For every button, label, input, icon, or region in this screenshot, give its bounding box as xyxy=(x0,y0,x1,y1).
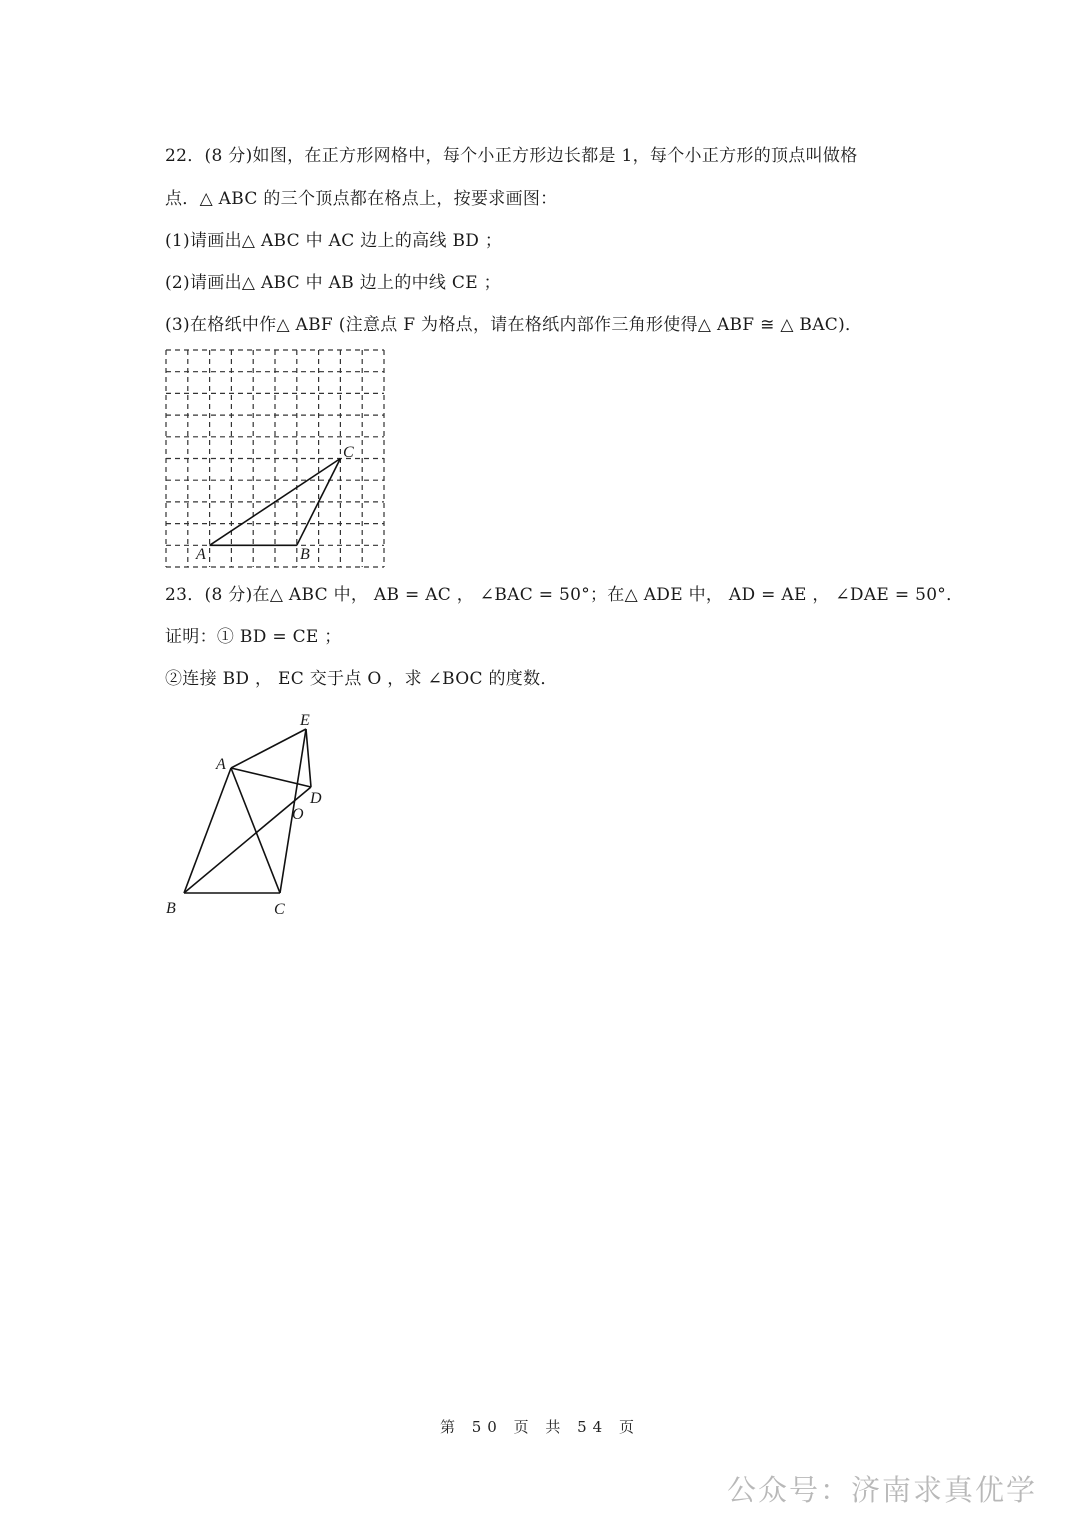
q22-part-1: (1)请画出△ ABC 中 AC 边上的高线 BD ； xyxy=(165,231,503,251)
point-a-label: A xyxy=(196,546,206,563)
point-c-label: C xyxy=(343,444,354,461)
q22-part-2: (2)请画出△ ABC 中 AB 边上的中线 CE ； xyxy=(165,273,501,293)
point-b-label: B xyxy=(166,900,176,917)
point-c-label: C xyxy=(274,901,285,918)
q23-geometry-figure xyxy=(160,700,340,925)
q22-part-3: (3)在格纸中作△ ABF (注意点 F 为格点，请在格纸内部作三角形使得△ ABF ≅ △ BAC)． xyxy=(165,315,863,335)
page-number-footer: 第 50 页 共 54 页 xyxy=(439,1418,640,1436)
q22-stem-line-2: 点．△ ABC 的三个顶点都在格点上，按要求画图： xyxy=(165,189,558,209)
q23-stem: 23．(8 分)在△ ABC 中， AB = AC ， ∠BAC = 50°；在△ ADE 中， AD = AE ， ∠DAE = 50°． xyxy=(165,585,964,605)
point-d-label: D xyxy=(310,790,322,807)
point-b-label: B xyxy=(300,546,310,563)
q22-grid-figure xyxy=(160,345,395,577)
point-o-label: O xyxy=(292,806,304,823)
point-e-label: E xyxy=(300,712,310,729)
q23-part-2: ②连接 BD ， EC 交于点 O ，求 ∠BOC 的度数． xyxy=(165,669,558,689)
q22-stem-line-1: 22．(8 分)如图，在正方形网格中，每个小正方形边长都是 1，每个小正方形的顶点叫做格 xyxy=(165,146,858,166)
point-a-label: A xyxy=(216,756,226,773)
q23-part-1: 证明：① BD = CE ； xyxy=(165,627,342,647)
watermark: 公众号：济南求真优学 xyxy=(727,1473,1038,1507)
